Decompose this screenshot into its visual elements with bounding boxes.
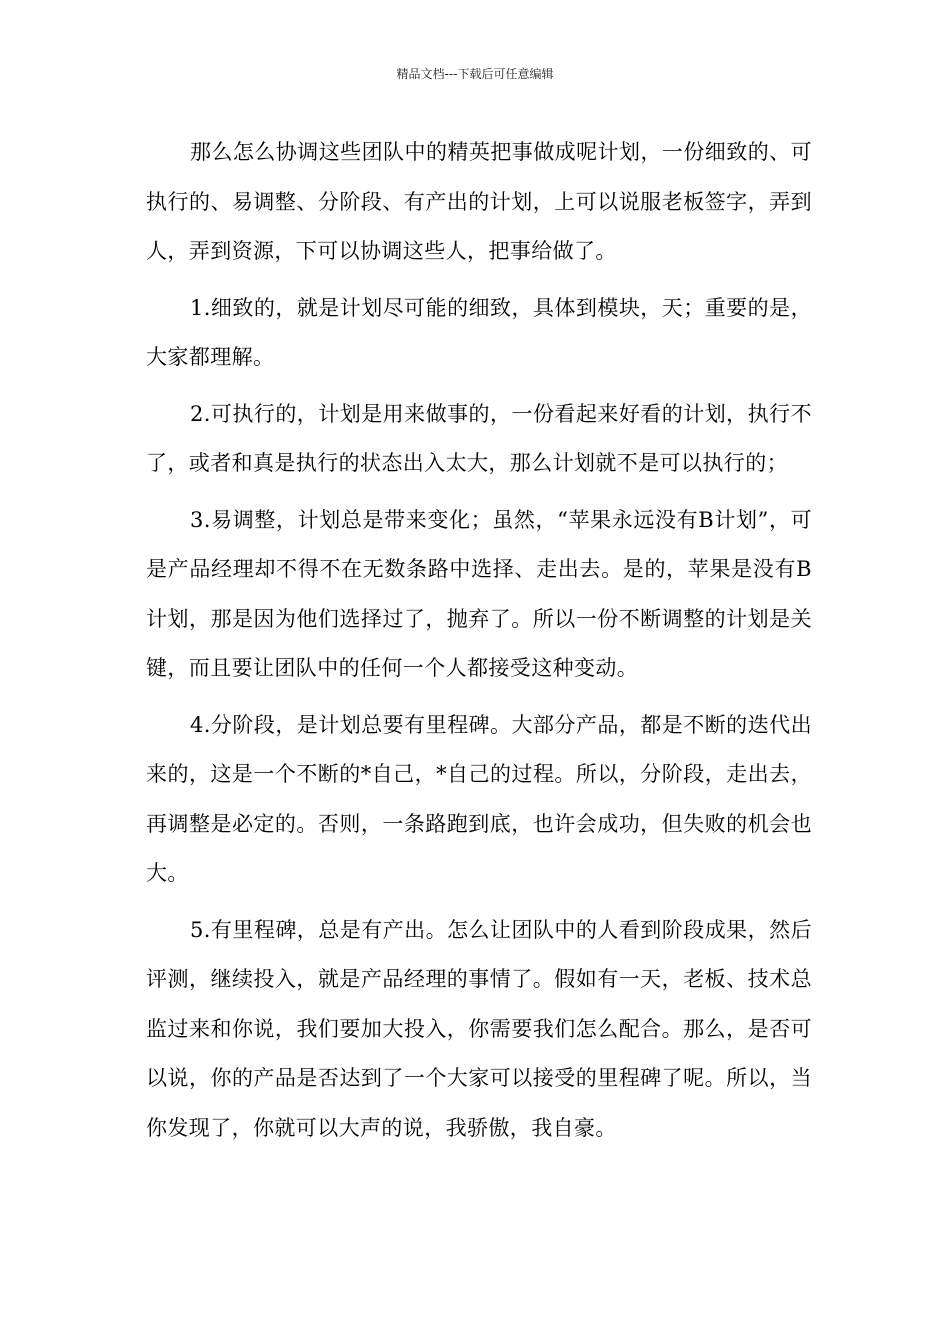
paragraph-point-3: 3.易调整，计划总是带来变化；虽然，“苹果永远没有B计划”，可是产品经理却不得不在无数条路中选择、走出去。是的，苹果是没有B计划，那是因为他们选择过了，抛弃了。所以一份不断调整的计划是关键，而且要让团队中的任何一个人都接受这种变动。 xyxy=(146,507,812,680)
page-header: 精品文档---下载后可任意编辑 xyxy=(396,67,554,81)
paragraph-intro: 那么怎么协调这些团队中的精英把事做成呢计划，一份细致的、可执行的、易调整、分阶段、有产出的计划，上可以说服老板签字，弄到人，弄到资源，下可以协调这些人，把事给做了。 xyxy=(146,140,812,263)
paragraph-point-1: 1.细致的，就是计划尽可能的细致，具体到模块，天；重要的是，大家都理解。 xyxy=(146,295,812,369)
document-body xyxy=(146,128,812,1160)
paragraph-point-2: 2.可执行的，计划是用来做事的，一份看起来好看的计划，执行不了，或者和真是执行的状态出入太大，那么计划就不是可以执行的； xyxy=(146,401,812,475)
paragraph-point-4: 4.分阶段，是计划总要有里程碑。大部分产品，都是不断的迭代出来的，这是一个不断的*自己，*自己的过程。所以，分阶段，走出去，再调整是必定的。否则，一条路跑到底，也许会成功，但失败的机会也大。 xyxy=(146,712,812,885)
paragraph-point-5: 5.有里程碑，总是有产出。怎么让团队中的人看到阶段成果，然后评测，继续投入，就是产品经理的事情了。假如有一天，老板、技术总监过来和你说，我们要加大投入，你需要我们怎么配合。那么，是否可以说，你的产品是否达到了一个大家可以接受的里程碑了呢。所以，当你发现了，你就可以大声的说，我骄傲，我自豪。 xyxy=(146,917,812,1140)
